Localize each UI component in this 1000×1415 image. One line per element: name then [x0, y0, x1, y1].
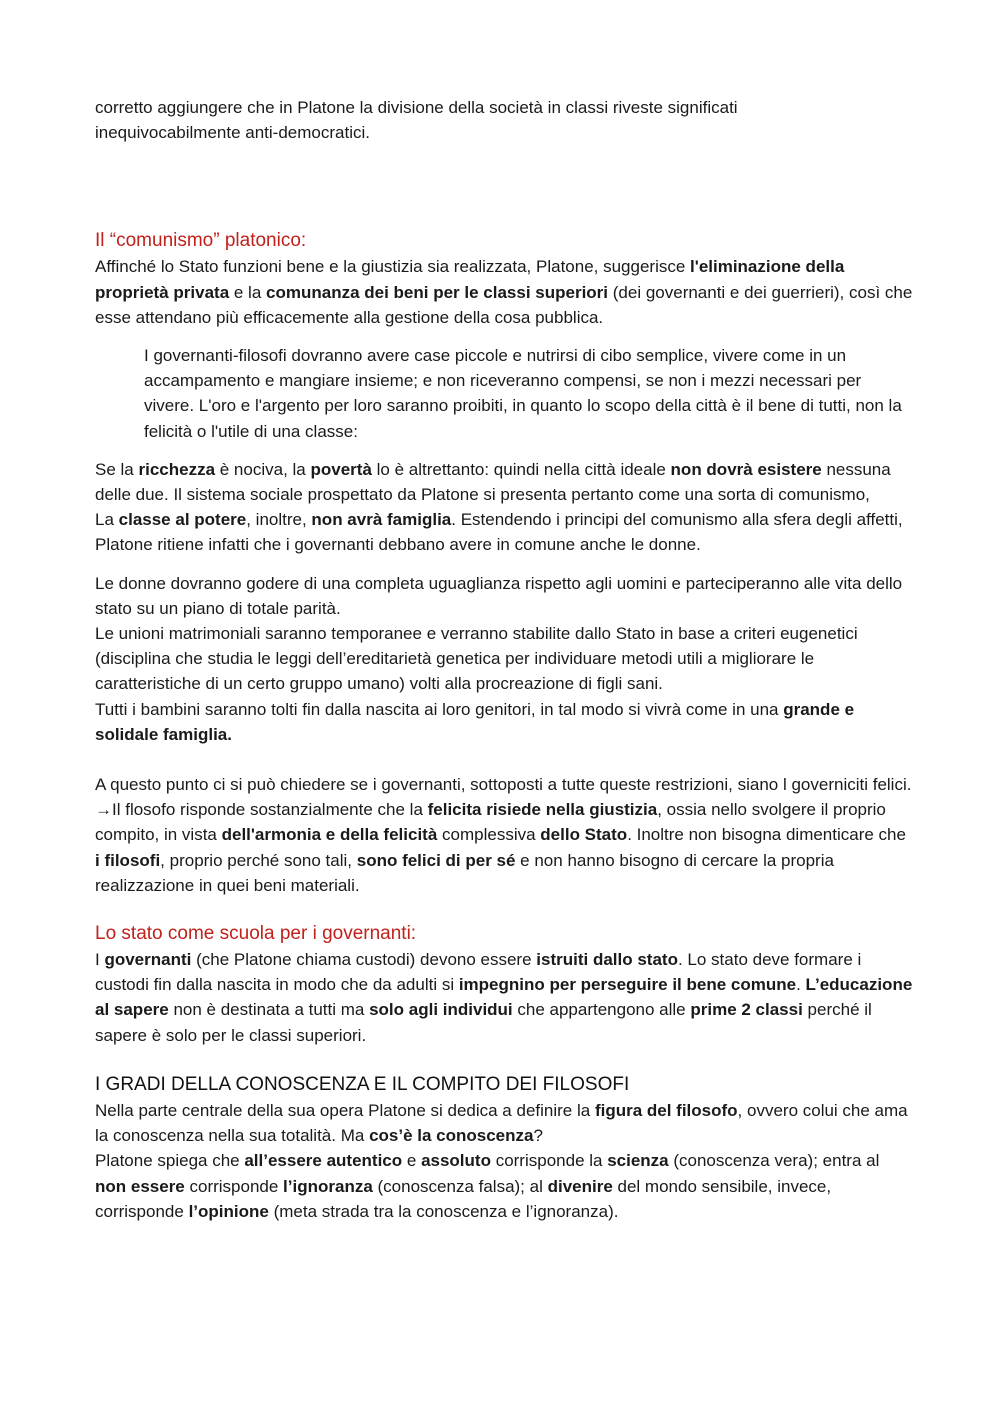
bold-text-span: divenire [547, 1176, 613, 1196]
bold-text-span: l’opinione [188, 1201, 269, 1221]
communism-paragraph-5: Le unioni matrimoniali saranno temporanee e verranno stabilite dallo Stato in base a criteri eugenetici (disciplina che studia le leggi dell’ereditarietà genetica per individuare metodi utili a migliorare le caratteristiche di un certo gruppo umano) volti alla procreazione di figli sani. [95, 624, 858, 694]
bold-text-span: solo agli individui [369, 1000, 513, 1020]
bold-text-span: L’educazione al sapere [95, 975, 913, 1020]
text-span: (dei governanti e dei guerrieri), così che esse attendano più efficacemente alla gestione della cosa pubblica. [95, 282, 913, 327]
arrow-icon: → [95, 800, 112, 820]
text-span: Tutti i bambini saranno tolti fin dalla nascita ai loro genitori, in tal modo si vivrà come in una [95, 699, 784, 719]
school-paragraph [95, 947, 915, 1048]
text-span: I [95, 950, 105, 970]
communism-paragraph-3 [95, 507, 915, 557]
text-span: Il flosofo risponde sostanzialmente che la [112, 800, 428, 820]
text-span: inequivocabilmente anti-democratici. [95, 123, 370, 143]
text-span: La [95, 510, 119, 530]
communism-paragraph-2 [95, 457, 915, 507]
text-span: , ossia nello svolgere il proprio compito, in vista [95, 800, 886, 845]
bold-text-span: sono felici di per sé [356, 850, 516, 870]
text-span: , inoltre, [246, 510, 312, 530]
bold-text-span: dello Stato [540, 825, 628, 845]
document-page [95, 95, 915, 1224]
text-span: (conoscenza vera); entra al [668, 1151, 880, 1171]
text-span: , proprio perché sono tali, [160, 850, 357, 870]
text-span: complessiva [437, 825, 541, 845]
text-span: nessuna delle due. Il sistema sociale prospettato da Platone si presenta pertanto come una sorta di comunismo, [95, 459, 891, 505]
bold-text-span: non avrà famiglia [311, 510, 452, 530]
bold-text-span: assoluto [421, 1151, 491, 1171]
bold-text-span: l'eliminazione della proprietà privata [95, 257, 845, 302]
quote-block: I governanti-filosofi dovranno avere case piccole e nutrirsi di cibo semplice, vivere come in un accampamento e mangiare insieme; e non riceveranno compensi, se non i mezzi necessari per vivere. L'oro e l'argento per loro saranno proibiti, in quanto lo scopo della città è il bene di tutti, non la felicità o l'utile di una classe: [144, 346, 902, 441]
text-span: (che Platone chiama custodi) devono essere [191, 950, 537, 970]
text-span: Affinché lo Stato funzioni bene e la giustizia sia realizzata, Platone, suggerisce [95, 257, 691, 277]
bold-text-span: prime 2 classi [690, 1000, 803, 1020]
bold-text-span: figura del filosofo [594, 1100, 738, 1120]
bold-text-span: cos’è la conoscenza [369, 1126, 534, 1146]
text-span: perché il sapere è solo per le classi superiori. [95, 1000, 872, 1045]
bold-text-span: felicita risiede nella giustizia [427, 800, 658, 820]
text-span: del mondo sensibile, invece, corrisponde [95, 1176, 832, 1221]
text-span: corrisponde la [490, 1151, 608, 1171]
text-span: è nociva, la [215, 459, 311, 479]
bold-text-span: istruiti dallo stato [536, 950, 678, 970]
text-span: e non hanno bisogno di cercare la propria realizzazione in quei beni materiali. [95, 850, 834, 895]
knowledge-paragraph-2 [95, 1148, 915, 1224]
text-span: Platone spiega che [95, 1151, 245, 1171]
knowledge-paragraph-1 [95, 1098, 915, 1148]
section-title-communism: Il “comunismo” platonico: [95, 230, 307, 252]
text-span: lo è altrettanto: quindi nella città ideale [371, 459, 671, 479]
bold-text-span: all’essere autentico [244, 1151, 403, 1171]
text-span: e la [229, 282, 267, 302]
bold-text-span: classe al potere [118, 510, 247, 530]
bold-text-span: comunanza dei beni per le classi superiori [266, 282, 609, 302]
bold-text-span: ricchezza [138, 459, 216, 479]
communism-paragraph-7 [95, 772, 915, 898]
text-span: . Lo stato deve formare i custodi fin dalla nascita in modo che da adulti si [95, 950, 862, 995]
text-span: corretto aggiungere che in Platone la divisione della società in classi riveste significati [95, 98, 738, 117]
communism-paragraph-6 [95, 697, 915, 747]
bold-text-span: scienza [607, 1151, 669, 1171]
bold-text-span: impegnino per perseguire il bene comune [458, 975, 797, 995]
text-span: non è destinata a tutti ma [168, 1000, 370, 1020]
text-span: . [796, 975, 806, 995]
text-span: Se la [95, 459, 139, 479]
bold-text-span: povertà [310, 459, 372, 479]
text-span: (conoscenza falsa); al [372, 1176, 548, 1196]
text-span: che appartengono alle [512, 1000, 691, 1020]
bold-text-span: governanti [104, 950, 192, 970]
bold-text-span: grande e solidale famiglia. [95, 699, 855, 744]
communism-paragraph-1 [95, 254, 915, 330]
section-title-school: Lo stato come scuola per i governanti: [95, 923, 417, 945]
bold-text-span: non essere [95, 1176, 185, 1196]
intro-paragraph [95, 95, 915, 145]
text-span: Nella parte centrale della sua opera Platone si dedica a definire la [95, 1100, 595, 1120]
text-span: A questo punto ci si può chiedere se i governanti, sottoposti a tutte queste restrizioni, siano l governiciti felici. [95, 775, 912, 795]
text-span: . Estendendo i principi del comunismo alla sfera degli affetti, Platone ritiene infatti che i governanti debbano avere in comune anche le donne. [95, 510, 903, 555]
text-span: ? [533, 1126, 543, 1146]
text-span: (meta strada tra la conoscenza e l’ignoranza). [268, 1201, 619, 1221]
text-span: , ovvero colui che ama la conoscenza nella sua totalità. Ma [95, 1100, 908, 1146]
text-span: corrisponde [184, 1176, 284, 1196]
bold-text-span: dell'armonia e della felicità [221, 825, 438, 845]
bold-text-span: non dovrà esistere [670, 459, 822, 479]
section-title-knowledge: I GRADI DELLA CONOSCENZA E IL COMPITO DEI FILOSOFI [95, 1073, 630, 1095]
bold-text-span: l’ignoranza [283, 1176, 373, 1196]
text-span: e [402, 1151, 422, 1171]
text-span: . Inoltre non bisogna dimenticare che [627, 825, 906, 845]
bold-text-span: i filosofi [95, 850, 161, 870]
communism-paragraph-4: Le donne dovranno godere di una completa uguaglianza rispetto agli uomini e parteciperanno alle vita dello stato su un piano di totale parità. [95, 573, 903, 618]
